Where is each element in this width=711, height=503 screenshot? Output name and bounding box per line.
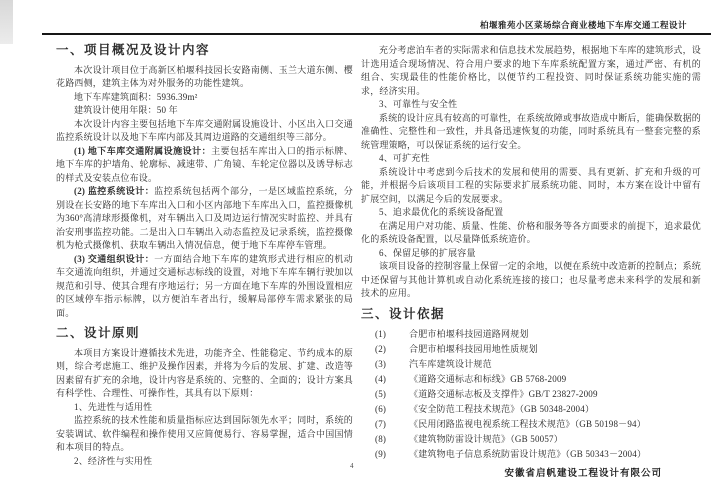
design-item-1-label: (1) 地下车库交通附属设施设计：	[74, 145, 212, 156]
ref-number: (7)	[375, 419, 387, 429]
ref-number: (6)	[375, 404, 387, 414]
page-number: 4	[350, 462, 354, 470]
principle-6-title: 6、保留足够的扩展容量	[379, 247, 476, 258]
ref-number: (4)	[375, 374, 387, 384]
ref-text: 合肥市柏堰科技园用地性质规划	[409, 344, 538, 354]
section2-intro-paragraph: 本项目方案设计遵循技术先进，功能齐全、性能稳定、节约成本的原则，综合考虑施工、维护及操作因素，并将为今后的发展、扩建、改造等因素留有扩充的余地，设计内容是系统的、完整的、全面的；设计方案具有科学性、合理性、可操作性，其具有以下原则：	[56, 347, 353, 398]
design-basis-item	[375, 372, 701, 387]
principle-5-text: 在满足用户对功能、质量、性能、价格和服务等各方面要求的前提下，追求最优化的系统设备配置，以尽量降低系统造价。	[361, 220, 702, 244]
design-basis-item	[375, 342, 701, 357]
scan-artifact	[0, 0, 13, 44]
ref-number: (9)	[375, 449, 387, 459]
design-item-2	[56, 185, 353, 253]
ref-number: (2)	[375, 344, 387, 354]
ref-text: 《建筑物防雷设计规范》（GB 50057）	[409, 434, 563, 444]
header-title: 柏堰雅苑小区菜场综合商业楼地下车库交通工程设计	[479, 20, 687, 30]
section1-heading: 一、项目概况及设计内容	[56, 43, 211, 57]
design-basis-list	[375, 327, 701, 462]
ref-text: 《道路交通标志板及支撑件》GB/T 23827-2009	[409, 389, 598, 399]
principle-2-title: 2、经济性与实用性	[74, 455, 153, 466]
principle-1-text: 监控系统的技术性能和质量指标应达到国际领先水平；同时，系统的安装调试、软件编程和操作使用又应简便易行、容易掌握，适合中国国情和本项目的特点。	[56, 415, 353, 452]
ref-text: 《民用闭路监视电视系统工程技术规范》（GB 50198－94）	[409, 419, 646, 429]
design-basis-item	[375, 417, 701, 432]
ref-number: (1)	[375, 329, 387, 339]
design-item-3	[56, 253, 353, 321]
principle-4-text: 系统设计中考虑到今后技术的发展和使用的需要、具有更新、扩充和升级的可能，并根据今后该项目工程的实际要求扩展系统功能、同时，本方案在设计中留有扩展空间，以满足今后的发展要求。	[361, 166, 701, 204]
ref-text: 合肥市柏堰科技园道路网规划	[409, 329, 529, 339]
footer-company: 安徽省启帆建设工程设计有限公司	[504, 469, 662, 479]
principle-2-text: 充分考虑泊车者的实际需求和信息技术发展趋势，根据地下车库的建筑形式，设计选用适合现场情况、符合用户要求的地下车库系统配置方案，通过严密、有机的组合、实现最佳的性能价格比，以便节约工程投资、同时保证系统功能实施的需求，经济实用。	[361, 45, 702, 96]
design-item-2-text: 监控系统包括两个部分，一是区域监控系统，分别设在长安路的地下车库出入口和小区内部地下车库出入口，监控摄像机为360°高清球形摄像机，对车辆出入口及周边运行情况实时监控、并具有治安刑事监控功能。二是出入口车辆出入动态监控及记录系统，监控摄像机为枪式摄像机、获取车辆出入情况信息，便于地下车库停车管理。	[56, 186, 353, 250]
header-rule	[42, 33, 711, 35]
principle-4-title: 4、可扩充性	[379, 153, 430, 163]
design-basis-item	[375, 357, 701, 372]
design-basis-item	[375, 447, 701, 462]
principle-3-text: 系统的设计应具有较高的可靠性，在系统故障或事故造成中断后，能确保数据的准确性、完整性和一致性，并具备迅速恢复的功能，同时系统具有一整套完整的系统管理策略，可以保证系统的运行安全。	[361, 112, 702, 150]
ref-text: 汽车库建筑设计规范	[409, 359, 492, 369]
design-basis-item	[375, 402, 701, 417]
section2-heading: 二、设计原则	[56, 326, 141, 340]
design-scope-paragraph: 本次设计内容主要包括地下车库交通附属设施设计、小区出入口交通监控系统设计以及地下车库内部及其周边道路的交通组织等三部分。	[56, 118, 353, 142]
left-column	[56, 44, 353, 468]
principle-6-text: 该项目设备的控制容量上保留一定的余地，以便在系统中改造新的控制点；系统中还保留与其他计算机或自动化系统连接的接口；也尽量考虑未来科学的发展和新技术的应用。	[361, 261, 702, 298]
design-basis-item	[375, 327, 701, 342]
ref-text: 《道路交通标志和标线》GB 5768-2009	[409, 374, 567, 384]
principle-3-title: 3、可靠性与安全性	[379, 99, 458, 109]
ref-text: 《安全防范工程技术规范》（GB 50348-2004）	[409, 404, 595, 414]
principle-1-title: 1、先进性与适用性	[74, 401, 153, 412]
principle-5-title: 5、追求最优化的系统设备配置	[379, 207, 504, 217]
section1-intro-paragraph: 本次设计项目位于高新区柏堰科技园长安路南侧、玉兰大道东侧、樱花路西侧，建筑主体为对外服务的功能性建筑。	[56, 64, 353, 88]
garage-area-line: 地下车库建筑面积：5936.39m²	[74, 91, 198, 102]
right-column	[361, 44, 701, 462]
design-item-1-text: 主要包括车库出入口的指示标牌、地下车库的护墙角、轮廓标、减速带、广角镜、车轮定位器以及诱导标志的样式及安装点位布设。	[56, 145, 353, 183]
design-basis-item	[375, 432, 701, 447]
design-item-3-text: 一方面结合地下车库的建筑形式进行相应的机动车交通流向组织，并通过交通标志标线的设置，对地下车库车辆行驶加以规范和引导、使其合理有序地运行；另一方面在地下车库的外围设置相应的区域停车指示标牌，以方便泊车者出行，缓解局部停车需求紧张的局面。	[56, 253, 353, 318]
design-item-3-label: (3) 交通组织设计：	[74, 253, 155, 264]
page-header	[480, 19, 687, 31]
ref-number: (3)	[375, 359, 387, 369]
design-basis-item	[375, 387, 701, 402]
ref-number: (5)	[375, 389, 387, 399]
design-life-line: 建筑设计使用年限：50 年	[74, 105, 178, 115]
section3-heading: 三、设计依据	[361, 306, 446, 321]
ref-text: 《建筑物电子信息系统防雷设计规范》（GB 50343－2004）	[409, 449, 647, 459]
design-item-1	[56, 145, 353, 186]
ref-number: (8)	[375, 434, 387, 444]
design-item-2-label: (2) 监控系统设计：	[74, 186, 155, 196]
